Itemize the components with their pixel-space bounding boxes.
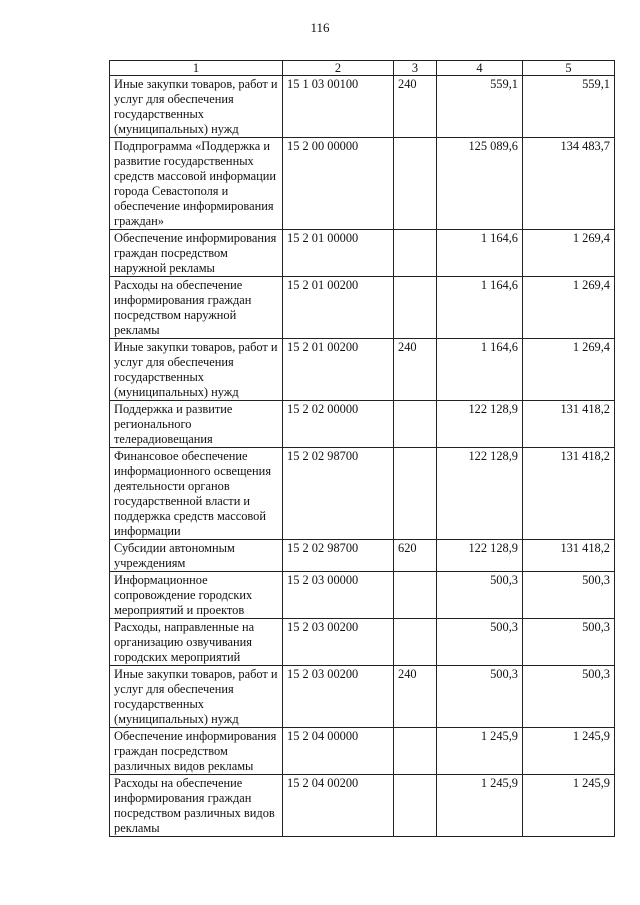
row-name-cell: Иные закупки товаров, работ и услуг для обеспечения государственных (муниципальных) нужд — [110, 76, 283, 138]
row-value-col5-cell: 131 418,2 — [523, 540, 615, 572]
row-type-cell — [394, 401, 437, 448]
column-header-1: 1 — [110, 61, 283, 76]
row-type-cell — [394, 448, 437, 540]
row-value-col5-cell: 500,3 — [523, 619, 615, 666]
row-name-cell: Информационное сопровождение городских мероприятий и проектов — [110, 572, 283, 619]
row-value-col5-cell: 131 418,2 — [523, 448, 615, 540]
table-row — [110, 728, 615, 775]
row-value-col4-cell: 500,3 — [437, 666, 523, 728]
row-code-cell: 15 1 03 00100 — [283, 76, 394, 138]
row-type-cell — [394, 728, 437, 775]
row-code-cell: 15 2 04 00200 — [283, 775, 394, 837]
column-header-2: 2 — [283, 61, 394, 76]
row-code-cell: 15 2 01 00200 — [283, 339, 394, 401]
row-type-cell — [394, 138, 437, 230]
table-row — [110, 401, 615, 448]
row-code-cell: 15 2 03 00200 — [283, 666, 394, 728]
row-type-cell — [394, 572, 437, 619]
table-row — [110, 339, 615, 401]
row-name-cell: Иные закупки товаров, работ и услуг для обеспечения государственных (муниципальных) нужд — [110, 666, 283, 728]
row-value-col5-cell: 131 418,2 — [523, 401, 615, 448]
row-code-cell: 15 2 02 98700 — [283, 448, 394, 540]
table-body — [110, 76, 615, 837]
row-value-col4-cell: 1 245,9 — [437, 775, 523, 837]
row-value-col4-cell: 1 164,6 — [437, 230, 523, 277]
row-name-cell: Обеспечение информирования граждан посредством наружной рекламы — [110, 230, 283, 277]
row-name-cell: Поддержка и развитие регионального телерадиовещания — [110, 401, 283, 448]
row-code-cell: 15 2 02 00000 — [283, 401, 394, 448]
header-row — [110, 61, 615, 76]
row-value-col5-cell: 1 269,4 — [523, 339, 615, 401]
row-value-col4-cell: 1 164,6 — [437, 339, 523, 401]
budget-table — [109, 60, 615, 837]
row-type-cell: 620 — [394, 540, 437, 572]
row-type-cell — [394, 277, 437, 339]
table-row — [110, 540, 615, 572]
row-value-col5-cell: 134 483,7 — [523, 138, 615, 230]
row-name-cell: Расходы на обеспечение информирования граждан посредством различных видов рекламы — [110, 775, 283, 837]
row-name-cell: Расходы на обеспечение информирования граждан посредством наружной рекламы — [110, 277, 283, 339]
row-value-col4-cell: 1 245,9 — [437, 728, 523, 775]
row-value-col4-cell: 122 128,9 — [437, 401, 523, 448]
row-value-col4-cell: 125 089,6 — [437, 138, 523, 230]
row-type-cell: 240 — [394, 339, 437, 401]
row-type-cell — [394, 230, 437, 277]
row-type-cell: 240 — [394, 76, 437, 138]
table-row — [110, 448, 615, 540]
row-name-cell: Финансовое обеспечение информационного освещения деятельности органов государственной власти и поддержка средств массовой информации — [110, 448, 283, 540]
table-row — [110, 76, 615, 138]
row-name-cell: Обеспечение информирования граждан посредством различных видов рекламы — [110, 728, 283, 775]
row-name-cell: Подпрограмма «Поддержка и развитие государственных средств массовой информации города Севастополя и обеспечение информирования граждан» — [110, 138, 283, 230]
row-name-cell: Расходы, направленные на организацию озвучивания городских мероприятий — [110, 619, 283, 666]
row-value-col4-cell: 500,3 — [437, 572, 523, 619]
row-value-col5-cell: 1 245,9 — [523, 728, 615, 775]
table-row — [110, 619, 615, 666]
page-number: 116 — [310, 20, 330, 35]
row-value-col5-cell: 500,3 — [523, 572, 615, 619]
column-header-4: 4 — [437, 61, 523, 76]
row-value-col4-cell: 559,1 — [437, 76, 523, 138]
table-row — [110, 230, 615, 277]
row-type-cell — [394, 775, 437, 837]
row-code-cell: 15 2 01 00200 — [283, 277, 394, 339]
table-row — [110, 277, 615, 339]
row-name-cell: Иные закупки товаров, работ и услуг для обеспечения государственных (муниципальных) нужд — [110, 339, 283, 401]
column-header-3: 3 — [394, 61, 437, 76]
row-value-col5-cell: 559,1 — [523, 76, 615, 138]
row-code-cell: 15 2 03 00000 — [283, 572, 394, 619]
row-value-col5-cell: 1 245,9 — [523, 775, 615, 837]
row-value-col4-cell: 122 128,9 — [437, 448, 523, 540]
column-header-5: 5 — [523, 61, 615, 76]
row-code-cell: 15 2 03 00200 — [283, 619, 394, 666]
row-value-col5-cell: 1 269,4 — [523, 277, 615, 339]
table-row — [110, 572, 615, 619]
row-code-cell: 15 2 01 00000 — [283, 230, 394, 277]
row-code-cell: 15 2 02 98700 — [283, 540, 394, 572]
row-code-cell: 15 2 04 00000 — [283, 728, 394, 775]
row-value-col5-cell: 1 269,4 — [523, 230, 615, 277]
row-value-col4-cell: 1 164,6 — [437, 277, 523, 339]
row-type-cell: 240 — [394, 666, 437, 728]
row-value-col4-cell: 500,3 — [437, 619, 523, 666]
table-row — [110, 138, 615, 230]
row-code-cell: 15 2 00 00000 — [283, 138, 394, 230]
table-row — [110, 666, 615, 728]
row-type-cell — [394, 619, 437, 666]
row-value-col4-cell: 122 128,9 — [437, 540, 523, 572]
row-value-col5-cell: 500,3 — [523, 666, 615, 728]
row-name-cell: Субсидии автономным учреждениям — [110, 540, 283, 572]
table-row — [110, 775, 615, 837]
